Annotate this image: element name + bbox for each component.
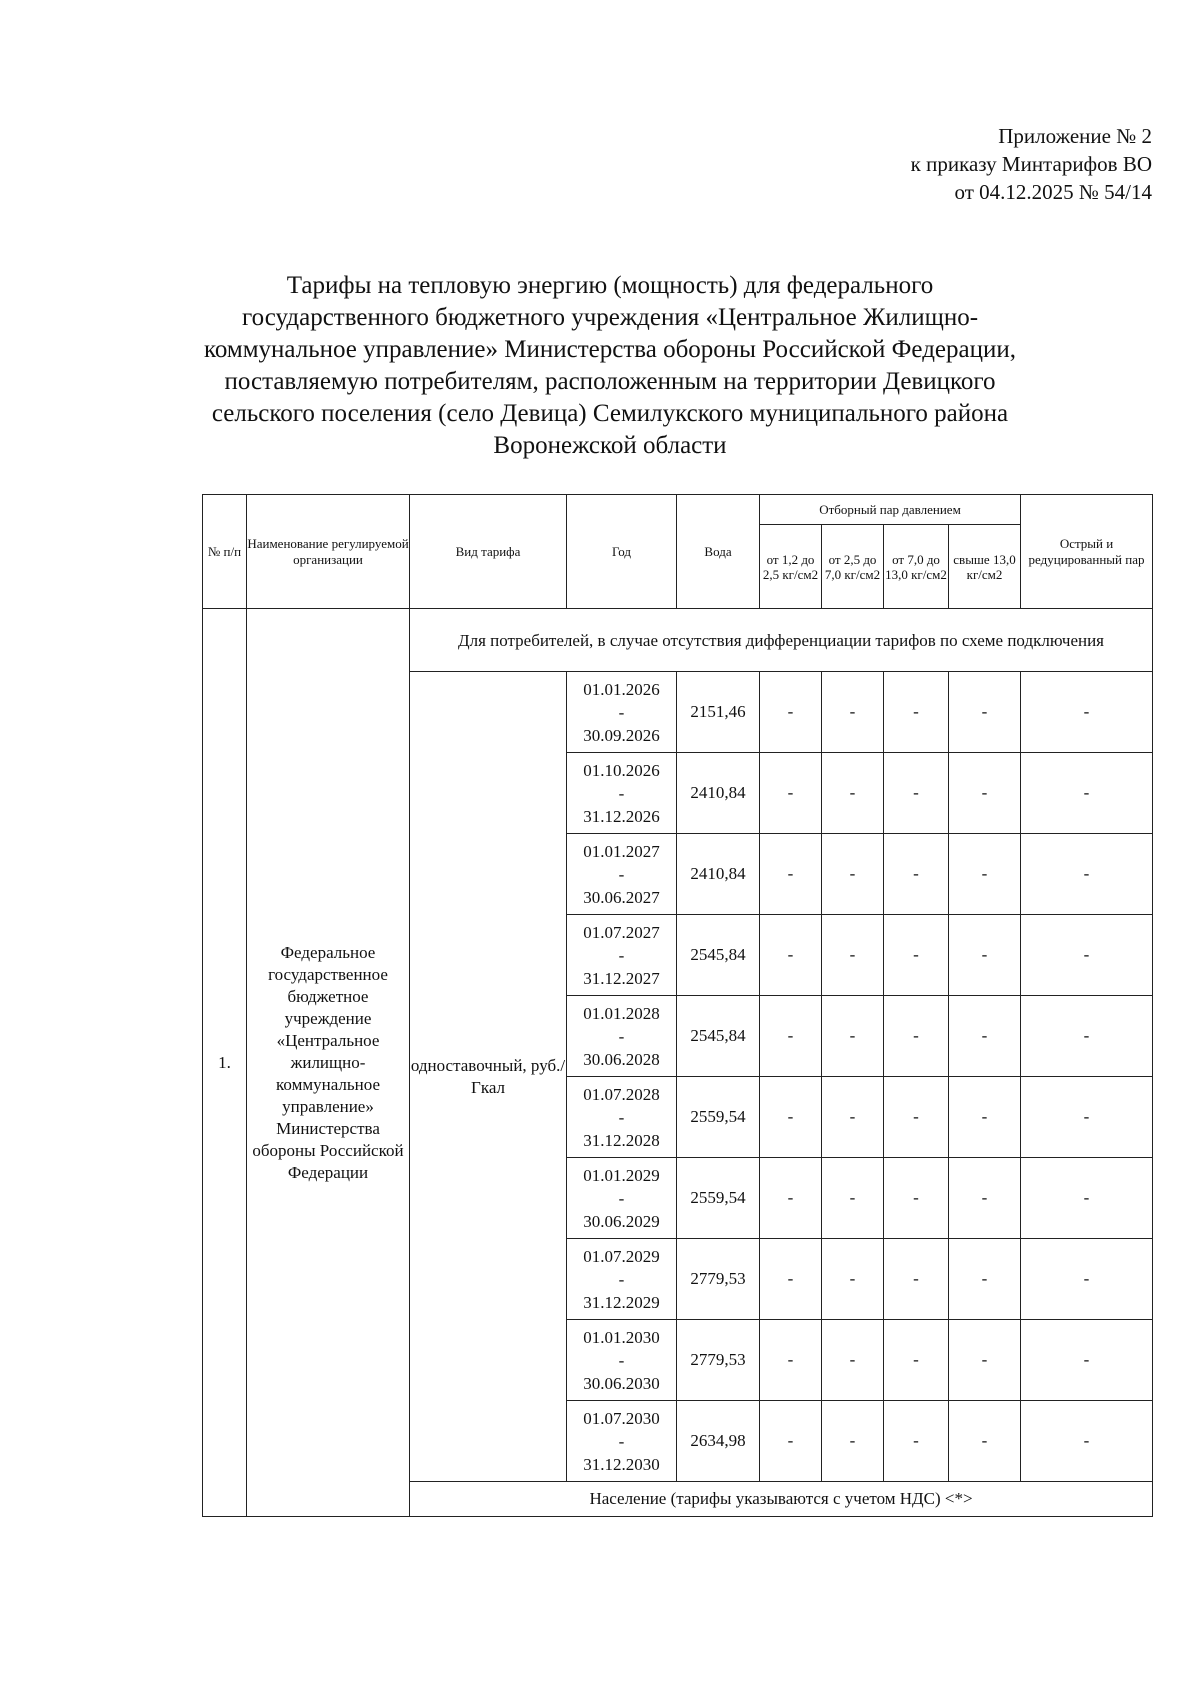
empty-tariff-dash: -	[1021, 1077, 1153, 1158]
period-to: 31.12.2030	[583, 1454, 660, 1474]
appendix-line-2: к приказу Минтарифов ВО	[910, 152, 1152, 176]
empty-tariff-dash: -	[822, 1320, 884, 1401]
period-from: 01.07.2029	[583, 1246, 660, 1266]
header-steam-group: Отборный пар давлением	[760, 495, 1021, 525]
empty-tariff-dash: -	[760, 1077, 822, 1158]
period-sep: -	[618, 1350, 625, 1370]
empty-tariff-dash: -	[1021, 834, 1153, 915]
empty-tariff-dash: -	[1021, 1401, 1153, 1482]
empty-tariff-dash: -	[822, 1239, 884, 1320]
period-to: 30.06.2028	[583, 1049, 660, 1069]
empty-tariff-dash: -	[1021, 1158, 1153, 1239]
empty-tariff-dash: -	[884, 1239, 949, 1320]
empty-tariff-dash: -	[822, 1401, 884, 1482]
empty-tariff-dash: -	[822, 672, 884, 753]
empty-tariff-dash: -	[949, 1158, 1021, 1239]
header-tariff-kind: Вид тарифа	[410, 495, 567, 609]
empty-tariff-dash: -	[760, 1239, 822, 1320]
period-to: 31.12.2026	[583, 806, 660, 826]
period-to: 31.12.2029	[583, 1292, 660, 1312]
water-tariff: 2545,84	[677, 915, 760, 996]
period-sep: -	[618, 702, 625, 722]
empty-tariff-dash: -	[884, 672, 949, 753]
header-sharp-steam: Острый и редуцированный пар	[1021, 495, 1153, 609]
title-line-1: Тарифы на тепловую энергию (мощность) для федерального	[286, 272, 934, 299]
empty-tariff-dash: -	[760, 915, 822, 996]
empty-tariff-dash: -	[949, 1077, 1021, 1158]
empty-tariff-dash: -	[884, 1077, 949, 1158]
empty-tariff-dash: -	[949, 1401, 1021, 1482]
empty-tariff-dash: -	[949, 834, 1021, 915]
empty-tariff-dash: -	[1021, 915, 1153, 996]
period-to: 30.06.2027	[583, 887, 660, 907]
empty-tariff-dash: -	[884, 1320, 949, 1401]
header-steam-4: свыше 13,0 кг/см2	[949, 525, 1021, 609]
period-cell	[567, 753, 677, 834]
empty-tariff-dash: -	[1021, 996, 1153, 1077]
header-num: № п/п	[203, 495, 247, 609]
empty-tariff-dash: -	[1021, 672, 1153, 753]
period-to: 30.06.2030	[583, 1373, 660, 1393]
period-from: 01.01.2028	[583, 1003, 660, 1023]
period-to: 30.06.2029	[583, 1211, 660, 1231]
period-cell	[567, 1320, 677, 1401]
period-cell	[567, 915, 677, 996]
empty-tariff-dash: -	[884, 915, 949, 996]
appendix-line-3: от 04.12.2025 № 54/14	[954, 180, 1152, 204]
empty-tariff-dash: -	[760, 1158, 822, 1239]
empty-tariff-dash: -	[760, 996, 822, 1077]
water-tariff: 2634,98	[677, 1401, 760, 1482]
header-water: Вода	[677, 495, 760, 609]
water-tariff: 2559,54	[677, 1077, 760, 1158]
appendix-reference	[911, 122, 1152, 206]
title-line-2: государственного бюджетного учреждения «Центральное Жилищно-	[241, 304, 979, 331]
empty-tariff-dash: -	[760, 834, 822, 915]
empty-tariff-dash: -	[822, 834, 884, 915]
period-sep: -	[618, 1188, 625, 1208]
empty-tariff-dash: -	[884, 996, 949, 1077]
period-cell	[567, 1158, 677, 1239]
period-from: 01.01.2030	[583, 1327, 660, 1347]
empty-tariff-dash: -	[760, 1320, 822, 1401]
title-line-4: поставляемую потребителям, расположенным на территории Девицкого	[224, 368, 996, 395]
period-to: 30.09.2026	[583, 725, 660, 745]
empty-tariff-dash: -	[822, 1158, 884, 1239]
period-sep: -	[618, 1431, 625, 1451]
empty-tariff-dash: -	[949, 915, 1021, 996]
empty-tariff-dash: -	[760, 672, 822, 753]
empty-tariff-dash: -	[949, 1239, 1021, 1320]
empty-tariff-dash: -	[949, 996, 1021, 1077]
period-cell	[567, 996, 677, 1077]
empty-tariff-dash: -	[822, 753, 884, 834]
empty-tariff-dash: -	[884, 1158, 949, 1239]
empty-tariff-dash: -	[949, 672, 1021, 753]
header-org: Наименование регулируемой организации	[247, 495, 410, 609]
period-cell	[567, 672, 677, 753]
period-from: 01.10.2026	[583, 760, 660, 780]
row-number: 1.	[203, 609, 247, 1517]
empty-tariff-dash: -	[760, 1401, 822, 1482]
period-to: 31.12.2028	[583, 1130, 660, 1150]
appendix-line-1: Приложение № 2	[998, 124, 1152, 148]
water-tariff: 2151,46	[677, 672, 760, 753]
section-population: Население (тарифы указываются с учетом НДС) <*>	[410, 1482, 1153, 1517]
empty-tariff-dash: -	[822, 915, 884, 996]
empty-tariff-dash: -	[884, 753, 949, 834]
title-line-3: коммунальное управление» Министерства обороны Российской Федерации,	[203, 336, 1016, 363]
period-sep: -	[618, 945, 625, 965]
period-from: 01.01.2026	[583, 679, 660, 699]
title-line-6: Воронежской области	[493, 432, 727, 459]
empty-tariff-dash: -	[884, 834, 949, 915]
period-from: 01.07.2027	[583, 922, 660, 942]
period-cell	[567, 1077, 677, 1158]
period-from: 01.07.2028	[583, 1084, 660, 1104]
period-sep: -	[618, 1026, 625, 1046]
water-tariff: 2779,53	[677, 1239, 760, 1320]
empty-tariff-dash: -	[1021, 1320, 1153, 1401]
period-from: 01.01.2029	[583, 1165, 660, 1185]
period-cell	[567, 1239, 677, 1320]
empty-tariff-dash: -	[949, 1320, 1021, 1401]
period-sep: -	[618, 1107, 625, 1127]
empty-tariff-dash: -	[884, 1401, 949, 1482]
water-tariff: 2559,54	[677, 1158, 760, 1239]
period-sep: -	[618, 1269, 625, 1289]
empty-tariff-dash: -	[760, 753, 822, 834]
section-no-differentiation: Для потребителей, в случае отсутствия дифференциации тарифов по схеме подключения	[410, 609, 1153, 672]
header-year: Год	[567, 495, 677, 609]
organization-name: Федеральное государственное бюджетное учреждение «Центральное жилищно-коммунальное управление» Министерства обороны Российской Федерации	[247, 609, 410, 1517]
title-line-5: сельского поселения (село Девица) Семилукского муниципального района	[211, 400, 1009, 427]
period-from: 01.01.2027	[583, 841, 660, 861]
tariff-table	[202, 494, 1153, 1517]
tariff-kind: одноставочный, руб./Гкал	[410, 672, 567, 1482]
period-sep: -	[618, 864, 625, 884]
period-from: 01.07.2030	[583, 1408, 660, 1428]
header-steam-1: от 1,2 до 2,5 кг/см2	[760, 525, 822, 609]
water-tariff: 2410,84	[677, 753, 760, 834]
water-tariff: 2410,84	[677, 834, 760, 915]
document-title	[180, 270, 1040, 462]
water-tariff: 2545,84	[677, 996, 760, 1077]
empty-tariff-dash: -	[1021, 753, 1153, 834]
empty-tariff-dash: -	[1021, 1239, 1153, 1320]
period-cell	[567, 1401, 677, 1482]
empty-tariff-dash: -	[949, 753, 1021, 834]
water-tariff: 2779,53	[677, 1320, 760, 1401]
empty-tariff-dash: -	[822, 1077, 884, 1158]
period-sep: -	[618, 783, 625, 803]
period-to: 31.12.2027	[583, 968, 660, 988]
empty-tariff-dash: -	[822, 996, 884, 1077]
header-steam-2: от 2,5 до 7,0 кг/см2	[822, 525, 884, 609]
header-steam-3: от 7,0 до 13,0 кг/см2	[884, 525, 949, 609]
period-cell	[567, 834, 677, 915]
